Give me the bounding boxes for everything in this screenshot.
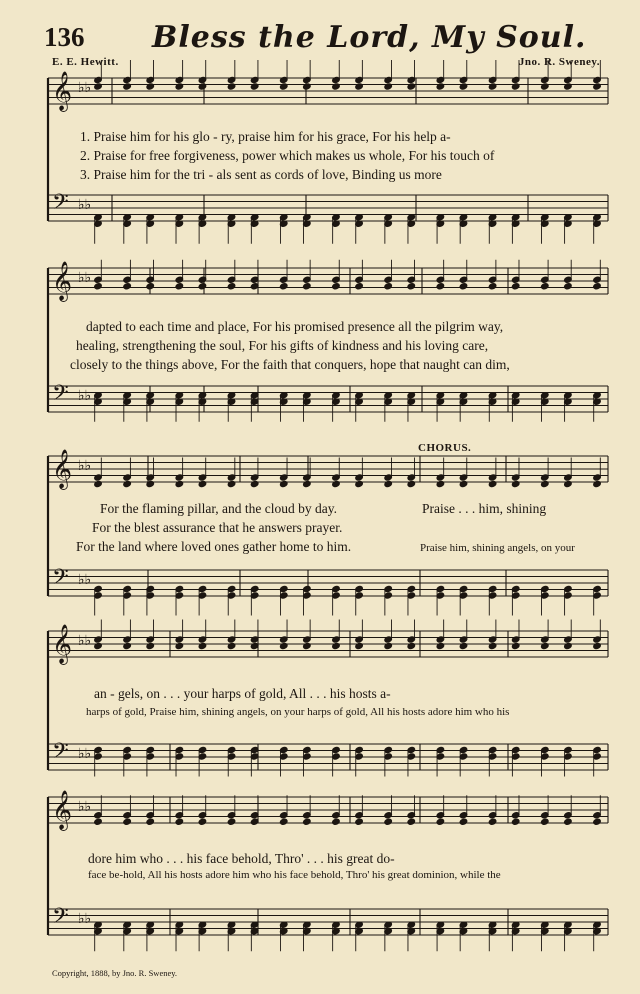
- note-head: [279, 642, 288, 649]
- note-head: [511, 642, 520, 649]
- page-number: 136: [44, 22, 85, 52]
- note-head: [488, 642, 497, 649]
- note-head: [146, 83, 155, 90]
- note-head: [488, 283, 497, 290]
- note-head: [407, 83, 416, 90]
- note-head: [250, 83, 259, 90]
- bass-clef-icon: 𝄢: [52, 190, 69, 220]
- note-head: [407, 283, 416, 290]
- note-head: [279, 480, 288, 487]
- note-head: [303, 642, 312, 649]
- treble-clef-icon: 𝄞: [52, 449, 73, 489]
- note-head: [459, 83, 468, 90]
- key-signature-icon: ♭♭: [78, 80, 92, 96]
- chorus-bass-text-2: harps of gold, Praise him, shining angels, on your harps of gold, All his hosts adore him who his: [86, 706, 510, 718]
- note-head: [436, 480, 445, 487]
- note-head: [384, 480, 393, 487]
- note-head: [593, 642, 602, 649]
- note-head: [198, 480, 207, 487]
- note-head: [198, 642, 207, 649]
- note-head: [511, 818, 520, 825]
- note-head: [175, 480, 184, 487]
- note-head: [564, 83, 573, 90]
- note-head: [436, 83, 445, 90]
- verse-1-line-b: dapted to each time and place, For his promised presence all the pilgrim way,: [86, 319, 504, 334]
- note-head: [123, 283, 132, 290]
- verse-3-line-a: 3. Praise him for the tri - als sent as cords of love, Binding us more: [80, 167, 442, 182]
- verse-2-line-b: healing, strengthening the soul, For his gifts of kindness and his loving care,: [76, 338, 489, 353]
- note-head: [198, 818, 207, 825]
- note-head: [355, 283, 364, 290]
- note-head: [146, 480, 155, 487]
- note-head: [564, 818, 573, 825]
- note-head: [303, 83, 312, 90]
- key-signature-icon: ♭♭: [78, 388, 92, 404]
- note-head: [564, 642, 573, 649]
- note-head: [175, 818, 184, 825]
- note-head: [146, 283, 155, 290]
- note-head: [436, 283, 445, 290]
- chorus-treble-text-3: dore him who . . . his face behold, Thro' . . . his great do-: [88, 851, 395, 866]
- note-head: [488, 480, 497, 487]
- key-signature-icon: ♭♭: [78, 799, 92, 815]
- note-head: [227, 642, 236, 649]
- note-head: [488, 83, 497, 90]
- note-head: [175, 642, 184, 649]
- note-head: [355, 818, 364, 825]
- key-signature-icon: ♭♭: [78, 197, 92, 213]
- note-head: [593, 480, 602, 487]
- bass-clef-icon: 𝄢: [52, 565, 69, 595]
- note-head: [564, 283, 573, 290]
- note-head: [227, 83, 236, 90]
- note-head: [593, 818, 602, 825]
- note-head: [94, 642, 103, 649]
- note-head: [384, 83, 393, 90]
- note-head: [303, 480, 312, 487]
- verse-2-line-c: For the blest assurance that he answers prayer.: [92, 520, 343, 535]
- composer-credit: Jno. R. Sweney.: [518, 56, 600, 68]
- note-head: [250, 480, 259, 487]
- chorus-treble-text-1: Praise . . . him, shining: [422, 501, 547, 516]
- key-signature-icon: ♭♭: [78, 746, 92, 762]
- treble-clef-icon: 𝄞: [52, 624, 73, 664]
- note-head: [564, 480, 573, 487]
- note-head: [94, 818, 103, 825]
- note-head: [541, 283, 550, 290]
- note-head: [511, 83, 520, 90]
- note-head: [407, 480, 416, 487]
- note-head: [488, 818, 497, 825]
- note-head: [436, 642, 445, 649]
- copyright-notice: Copyright, 1888, by Jno. R. Sweney.: [52, 968, 178, 978]
- treble-clef-icon: 𝄞: [52, 261, 73, 301]
- note-head: [198, 83, 207, 90]
- key-signature-icon: ♭♭: [78, 911, 92, 927]
- note-head: [227, 480, 236, 487]
- note-head: [123, 818, 132, 825]
- key-signature-icon: ♭♭: [78, 572, 92, 588]
- note-head: [303, 818, 312, 825]
- treble-clef-icon: 𝄞: [52, 71, 73, 111]
- note-head: [279, 283, 288, 290]
- note-head: [146, 642, 155, 649]
- note-head: [436, 818, 445, 825]
- note-head: [198, 283, 207, 290]
- note-head: [250, 818, 259, 825]
- note-head: [541, 818, 550, 825]
- note-head: [332, 818, 341, 825]
- note-head: [94, 480, 103, 487]
- song-title: Bless the Lord, My Soul.: [152, 20, 587, 55]
- note-head: [355, 480, 364, 487]
- note-head: [227, 818, 236, 825]
- note-head: [593, 83, 602, 90]
- note-head: [332, 480, 341, 487]
- note-head: [511, 480, 520, 487]
- note-head: [332, 283, 341, 290]
- note-head: [459, 283, 468, 290]
- note-head: [227, 283, 236, 290]
- note-head: [279, 83, 288, 90]
- treble-clef-icon: 𝄞: [52, 790, 73, 830]
- note-head: [175, 83, 184, 90]
- note-head: [407, 642, 416, 649]
- note-head: [384, 818, 393, 825]
- verse-2-line-a: 2. Praise for free forgiveness, power which makes us whole, For his touch of: [80, 148, 495, 163]
- note-head: [384, 283, 393, 290]
- note-head: [459, 480, 468, 487]
- note-head: [541, 83, 550, 90]
- note-head: [94, 283, 103, 290]
- note-head: [94, 83, 103, 90]
- note-head: [541, 642, 550, 649]
- bass-clef-icon: 𝄢: [52, 381, 69, 411]
- note-head: [123, 480, 132, 487]
- note-head: [279, 818, 288, 825]
- chorus-treble-text-2: an - gels, on . . . your harps of gold, All . . . his hosts a-: [94, 686, 391, 701]
- note-head: [175, 283, 184, 290]
- verse-3-line-b: closely to the things above, For the faith that conquers, hope that naught can dim,: [70, 357, 510, 372]
- chorus-bass-text-3: face be-hold, All his hosts adore him who his face behold, Thro' his great dominion, while the: [88, 869, 501, 881]
- verse-1-line-c: For the flaming pillar, and the cloud by day.: [100, 501, 338, 516]
- verse-1-line-a: 1. Praise him for his glo - ry, praise him for his grace, For his help a-: [80, 129, 451, 144]
- note-head: [303, 283, 312, 290]
- chorus-label: CHORUS.: [418, 442, 472, 454]
- note-head: [593, 283, 602, 290]
- note-head: [355, 642, 364, 649]
- key-signature-icon: ♭♭: [78, 633, 92, 649]
- key-signature-icon: ♭♭: [78, 270, 92, 286]
- verse-3-line-c: For the land where loved ones gather home to him.: [76, 539, 352, 554]
- note-head: [511, 283, 520, 290]
- chorus-bass-text-1: Praise him, shining angels, on your: [420, 542, 575, 554]
- author-credit: E. E. Hewitt.: [52, 56, 119, 68]
- note-head: [459, 818, 468, 825]
- note-head: [332, 642, 341, 649]
- note-head: [459, 642, 468, 649]
- bass-clef-icon: 𝄢: [52, 904, 69, 934]
- note-head: [123, 642, 132, 649]
- note-head: [384, 642, 393, 649]
- note-head: [123, 83, 132, 90]
- note-head: [355, 83, 364, 90]
- note-head: [541, 480, 550, 487]
- note-head: [332, 83, 341, 90]
- note-head: [407, 818, 416, 825]
- key-signature-icon: ♭♭: [78, 458, 92, 474]
- bass-clef-icon: 𝄢: [52, 739, 69, 769]
- note-head: [146, 818, 155, 825]
